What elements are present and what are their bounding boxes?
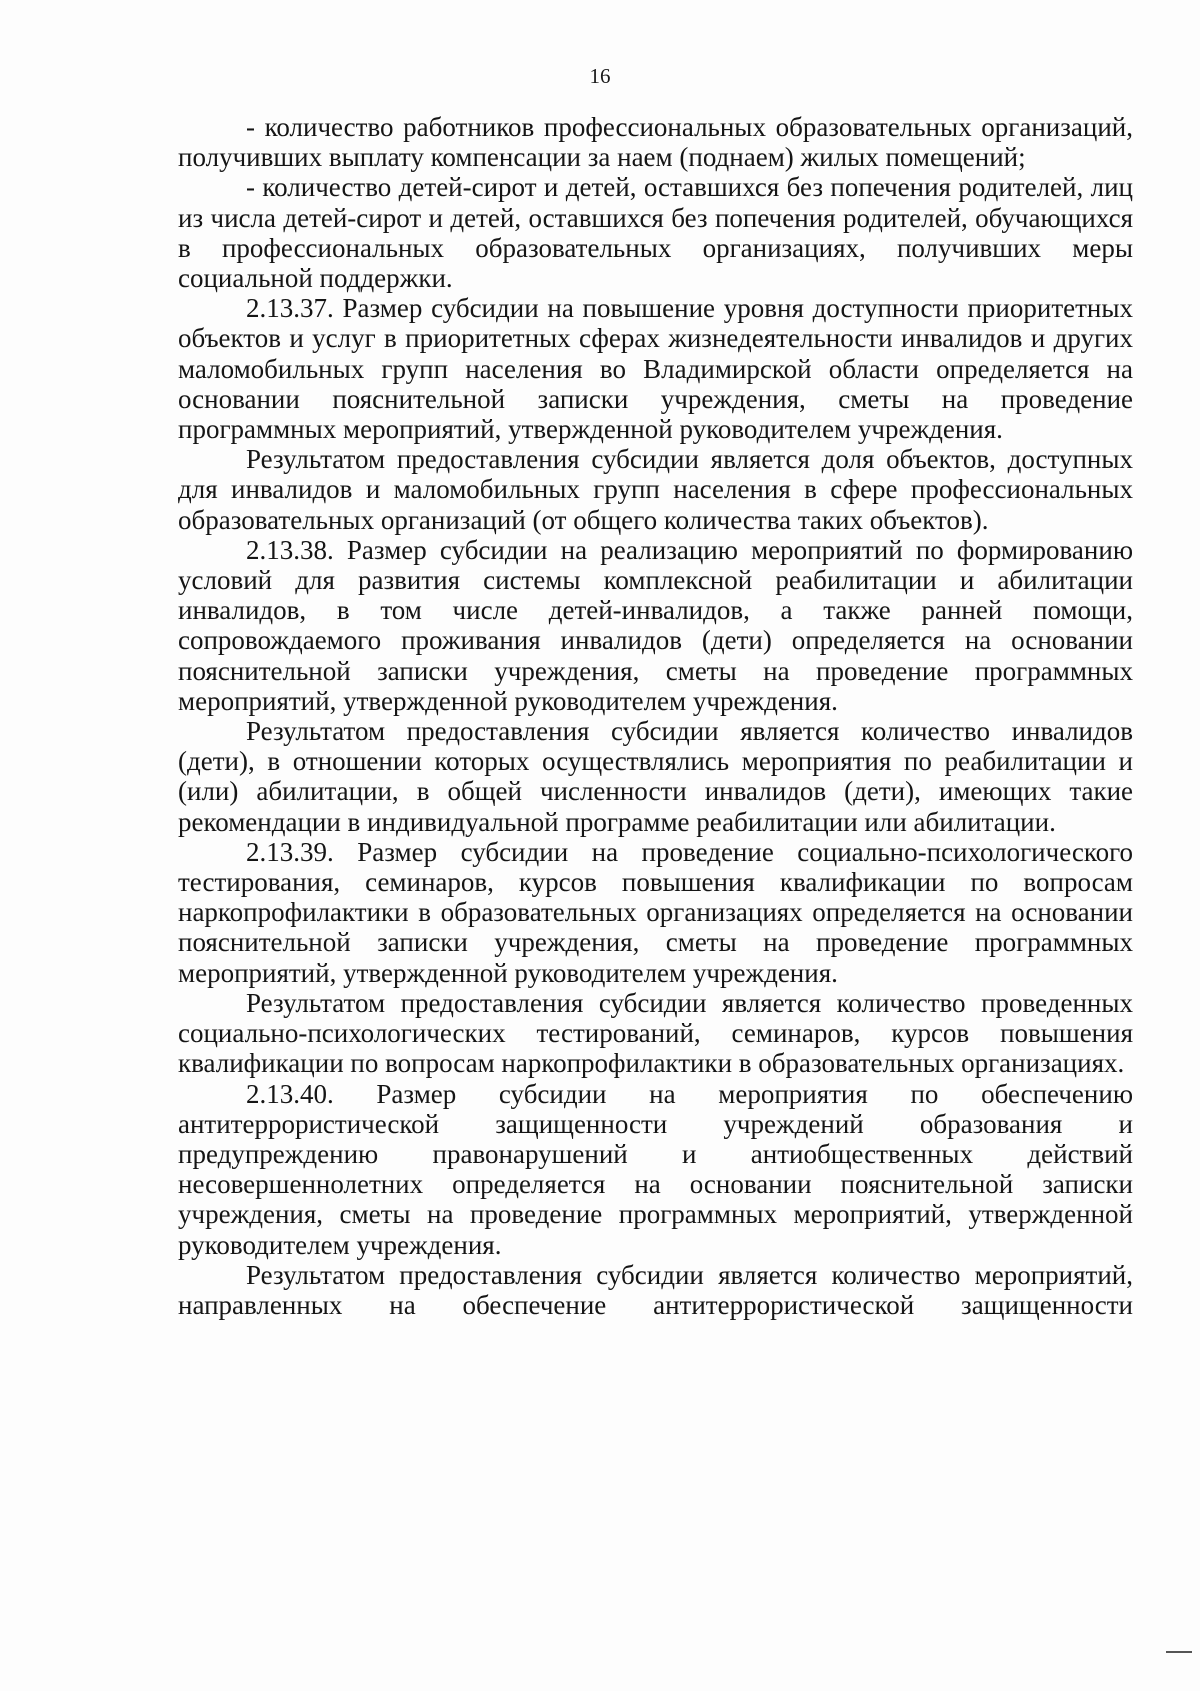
page-number: 16 [589,64,611,88]
document-body [178,112,1133,1320]
paragraph-2-13-40-result: Результатом предоставления субсидии является количество мероприятий, направленных на обеспечение антитеррористической защищенности [178,1259,1133,1320]
paragraph-2-13-38-result: Результатом предоставления субсидии является количество инвалидов (дети), в отношении которых осуществлялись мероприятия по реабилитации и (или) абилитации, в общей численности инвалидов (дети), имеющих такие рекомендации в индивидуальной программе реабилитации или абилитации. [178,716,1133,837]
paragraph-2-13-39: 2.13.39. Размер субсидии на проведение социально-психологического тестирования, семинаров, курсов повышения квалификации по вопросам наркопрофилактики в образовательных организациях определяется на основании пояснительной записки учреждения, сметы на проведение программных мероприятий, утвержденной руководителем учреждения. [178,836,1133,988]
paragraph-2-13-40: 2.13.40. Размер субсидии на мероприятия по обеспечению антитеррористической защищенности учреждений образования и предупреждению правонарушений и антиобщественных действий несовершеннолетних определяется на основании пояснительной записки учреждения, сметы на проведение программных мероприятий, утвержденной руководителем учреждения. [178,1078,1133,1260]
paragraph-2-13-39-result: Результатом предоставления субсидии является количество проведенных социально-психологических тестирований, семинаров, курсов повышения квалификации по вопросам наркопрофилактики в образовательных организациях. [178,987,1133,1079]
paragraph-orphans-support: - количество детей-сирот и детей, оставшихся без попечения родителей, лиц из числа детей-сирот и детей, оставшихся без попечения родителей, обучающихся в профессиональных образовательных организациях, получивших меры социальной поддержки. [178,172,1133,294]
scan-edge-mark [1166,1651,1192,1653]
paragraph-2-13-37: 2.13.37. Размер субсидии на повышение уровня доступности приоритетных объектов и услуг в приоритетных сферах жизнедеятельности инвалидов и других маломобильных групп населения во Владимирской области определяется на основании пояснительной записки учреждения, сметы на проведение программных мероприятий, утвержденной руководителем учреждения. [178,293,1133,445]
paragraph-2-13-38: 2.13.38. Размер субсидии на реализацию мероприятий по формированию условий для развития системы комплексной реабилитации и абилитации инвалидов, в том числе детей-инвалидов, а также ранней помощи, сопровождаемого проживания инвалидов (дети) определяется на основании пояснительной записки учреждения, сметы на проведение программных мероприятий, утвержденной руководителем учреждения. [178,534,1133,716]
paragraph-workers-compensation: - количество работников профессиональных образовательных организаций, получивших выплату компенсации за наем (поднаем) жилых помещений; [178,112,1133,173]
paragraph-2-13-37-result: Результатом предоставления субсидии является доля объектов, доступных для инвалидов и маломобильных групп населения в сфере профессиональных образовательных организаций (от общего количества таких объектов). [178,444,1133,535]
